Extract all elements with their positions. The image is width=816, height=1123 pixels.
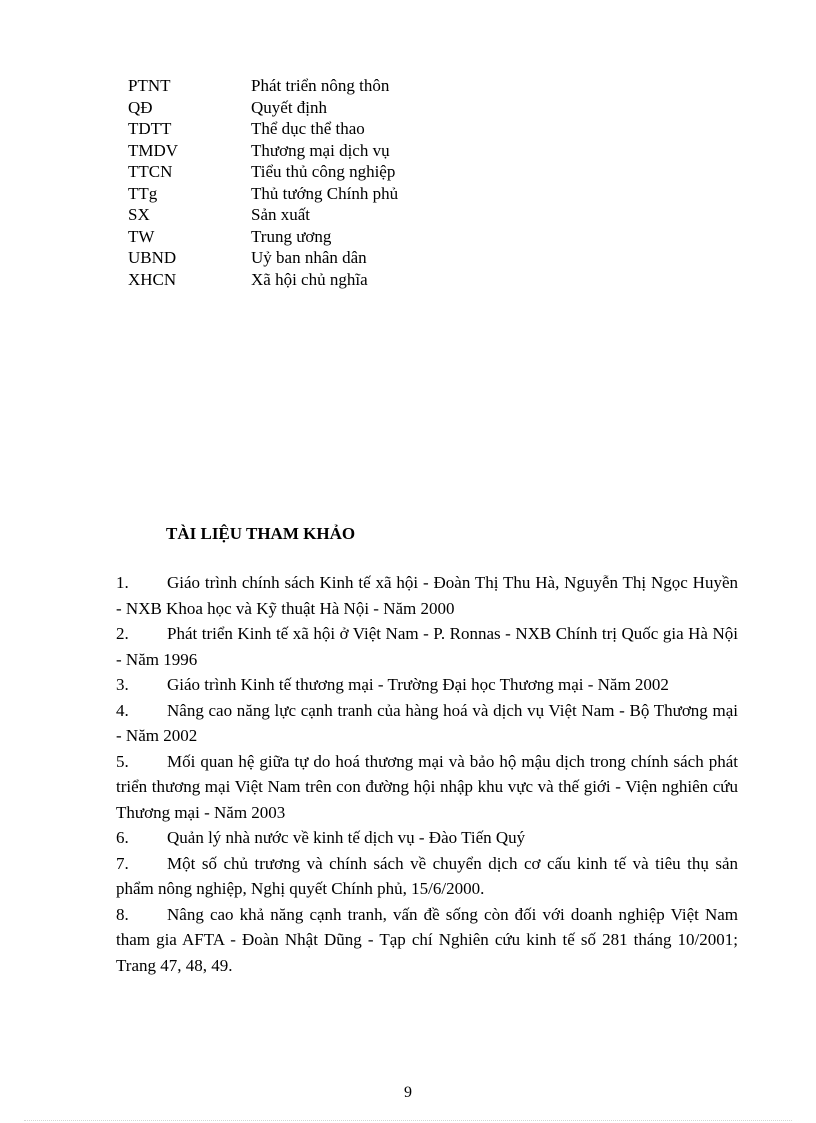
reference-text: Giáo trình Kinh tế thương mại - Trường Đại học Thương mại - Năm 2002 — [167, 675, 669, 694]
abbreviation-code: PTNT — [128, 76, 171, 95]
reference-item — [116, 570, 738, 621]
reference-text: Mối quan hệ giữa tự do hoá thương mại và bảo hộ mậu dịch trong chính sách phát triển thương mại Việt Nam trên con đường hội nhập khu vực và thế giới - Viện nghiên cứu Thương mại - Năm 2003 — [116, 751, 738, 822]
reference-number: 1. — [116, 573, 129, 592]
reference-item — [116, 621, 738, 672]
abbreviation-meaning: Tiểu thủ công nghiệp — [251, 162, 396, 181]
abbreviation-meaning: Uỷ ban nhân dân — [251, 248, 367, 267]
reference-text: Nâng cao khả năng cạnh tranh, vấn đề sống còn đối với doanh nghiệp Việt Nam tham gia AFTA - Đoàn Nhật Dũng - Tạp chí Nghiên cứu kinh tế số 281 tháng 10/2001; Trang 47, 48, 49. — [116, 904, 738, 975]
abbreviation-row — [128, 269, 398, 291]
abbreviation-code: XHCN — [128, 269, 177, 289]
reference-number: 3. — [116, 675, 129, 694]
abbreviation-code: TDTT — [128, 119, 172, 138]
reference-text: Phát triển Kinh tế xã hội ở Việt Nam - P. Ronnas - NXB Chính trị Quốc gia Hà Nội - Năm 1996 — [116, 624, 738, 669]
references-heading: TÀI LIỆU THAM KHẢO — [166, 524, 356, 543]
abbreviation-row — [128, 97, 398, 119]
reference-item — [116, 672, 738, 698]
reference-item — [116, 749, 738, 826]
abbreviation-table — [128, 75, 398, 290]
abbreviation-row — [128, 247, 398, 269]
abbreviation-meaning: Trung ương — [251, 226, 332, 246]
reference-number: 4. — [116, 700, 129, 720]
abbreviation-row — [128, 118, 398, 140]
reference-number: 8. — [116, 904, 129, 924]
reference-text: Quản lý nhà nước về kinh tế dịch vụ - Đào Tiến Quý — [167, 828, 526, 847]
abbreviation-meaning: Thương mại dịch vụ — [251, 140, 390, 160]
abbreviation-code: TTg — [128, 183, 158, 203]
abbreviation-meaning: Thủ tướng Chính phủ — [251, 183, 399, 203]
reference-item — [116, 698, 738, 749]
page-number: 9 — [404, 1084, 412, 1101]
reference-number: 7. — [116, 853, 129, 873]
reference-number: 5. — [116, 751, 129, 771]
abbreviation-code: QĐ — [128, 97, 153, 117]
abbreviation-meaning: Sản xuất — [251, 205, 311, 224]
reference-item — [116, 825, 738, 851]
reference-text: Giáo trình chính sách Kinh tế xã hội - Đoàn Thị Thu Hà, Nguyễn Thị Ngọc Huyền - NXB Khoa học và Kỹ thuật Hà Nội - Năm 2000 — [116, 573, 738, 618]
page-bottom-divider — [24, 1120, 792, 1121]
reference-number: 6. — [116, 828, 129, 847]
abbreviation-code: SX — [128, 205, 150, 224]
abbreviation-meaning: Quyết định — [251, 97, 328, 117]
abbreviation-row — [128, 204, 398, 226]
reference-item — [116, 851, 738, 902]
abbreviation-row — [128, 75, 398, 97]
references-list — [116, 570, 738, 978]
abbreviation-code: TTCN — [128, 162, 173, 181]
abbreviation-row — [128, 226, 398, 248]
reference-text: Nâng cao năng lực cạnh tranh của hàng hoá và dịch vụ Việt Nam - Bộ Thương mại - Năm 2002 — [116, 700, 738, 745]
abbreviation-meaning: Thể dục thể thao — [251, 119, 365, 138]
abbreviation-code: TW — [128, 226, 155, 246]
abbreviation-row — [128, 140, 398, 162]
abbreviation-row — [128, 161, 398, 183]
reference-text: Một số chủ trương và chính sách về chuyển dịch cơ cấu kinh tế và tiêu thụ sản phẩm nông nghiệp, Nghị quyết Chính phủ, 15/6/2000. — [116, 853, 738, 898]
abbreviation-row — [128, 183, 398, 205]
abbreviation-meaning: Phát triển nông thôn — [251, 76, 390, 95]
abbreviation-meaning: Xã hội chủ nghĩa — [251, 269, 368, 289]
reference-number: 2. — [116, 624, 129, 643]
abbreviation-code: UBND — [128, 248, 177, 267]
abbreviation-code: TMDV — [128, 140, 179, 160]
reference-item — [116, 902, 738, 979]
